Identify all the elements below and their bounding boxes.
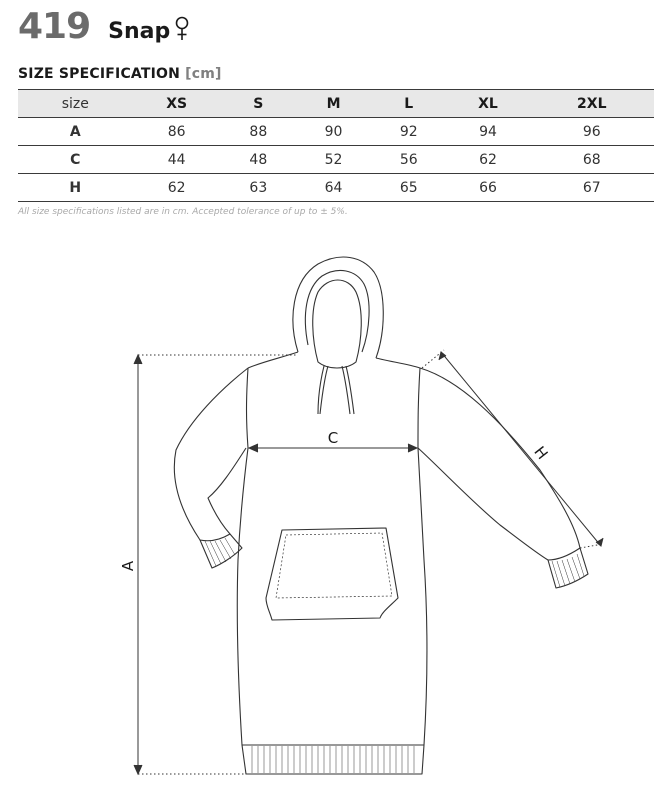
size-column-header: XS <box>133 90 221 118</box>
right-sleeve-outer <box>420 368 580 548</box>
table-row <box>18 146 654 174</box>
right-shoulder <box>376 358 420 368</box>
spec-title-text: SIZE SPECIFICATION <box>18 66 181 82</box>
right-sleeve-inner <box>418 448 548 560</box>
table-cell: 67 <box>530 174 654 202</box>
table-cell: 92 <box>371 118 446 146</box>
size-column-header: XL <box>446 90 529 118</box>
table-cell: 64 <box>296 174 371 202</box>
size-column-header: M <box>296 90 371 118</box>
hem-band <box>242 745 424 774</box>
table-cell: 65 <box>371 174 446 202</box>
table-header-row <box>18 90 654 118</box>
body-right-side <box>418 368 427 745</box>
size-specification-title <box>18 66 222 82</box>
size-column-header: L <box>371 90 446 118</box>
product-header <box>18 6 190 50</box>
body-left-side <box>237 368 248 745</box>
tolerance-note: All size specifications listed are in cm. Accepted tolerance of up to ± 5%. <box>18 207 348 217</box>
table-cell: 68 <box>530 146 654 174</box>
table-cell: 56 <box>371 146 446 174</box>
table-cell: 94 <box>446 118 529 146</box>
table-cell: 88 <box>221 118 296 146</box>
table-row <box>18 174 654 202</box>
table-cell: 44 <box>133 146 221 174</box>
left-shoulder <box>248 352 298 368</box>
row-label: H <box>18 174 133 202</box>
row-label: C <box>18 146 133 174</box>
table-cell: 96 <box>530 118 654 146</box>
drawstring-right <box>342 366 350 414</box>
dimension-c-label: C <box>327 429 339 447</box>
table-row <box>18 118 654 146</box>
table-cell: 86 <box>133 118 221 146</box>
hood-opening <box>313 280 362 368</box>
size-column-header: 2XL <box>530 90 654 118</box>
dimension-a-label: A <box>119 560 137 572</box>
table-cell: 48 <box>221 146 296 174</box>
table-cell: 90 <box>296 118 371 146</box>
size-table <box>18 89 654 202</box>
row-label: A <box>18 118 133 146</box>
table-cell: 62 <box>446 146 529 174</box>
kangaroo-pocket-stitch <box>276 533 392 598</box>
model-number: 419 <box>18 6 91 47</box>
left-cuff <box>200 534 242 568</box>
kangaroo-pocket <box>266 528 398 620</box>
left-sleeve-outer <box>174 368 248 540</box>
garment-outline <box>174 257 588 774</box>
drawstring-left <box>320 366 328 414</box>
hood-inner <box>305 270 369 352</box>
table-cell: 63 <box>221 174 296 202</box>
female-symbol-icon <box>174 16 190 42</box>
table-cell: 66 <box>446 174 529 202</box>
size-header: size <box>18 90 133 118</box>
table-cell: 52 <box>296 146 371 174</box>
dimension-h-label: H <box>530 442 552 463</box>
dimension-h <box>422 350 603 548</box>
hoodie-dress-diagram <box>0 240 669 785</box>
spec-unit: [cm] <box>185 66 222 82</box>
product-name: Snap <box>108 19 171 44</box>
rib-stitching <box>205 538 584 773</box>
table-cell: 62 <box>133 174 221 202</box>
size-column-header: S <box>221 90 296 118</box>
